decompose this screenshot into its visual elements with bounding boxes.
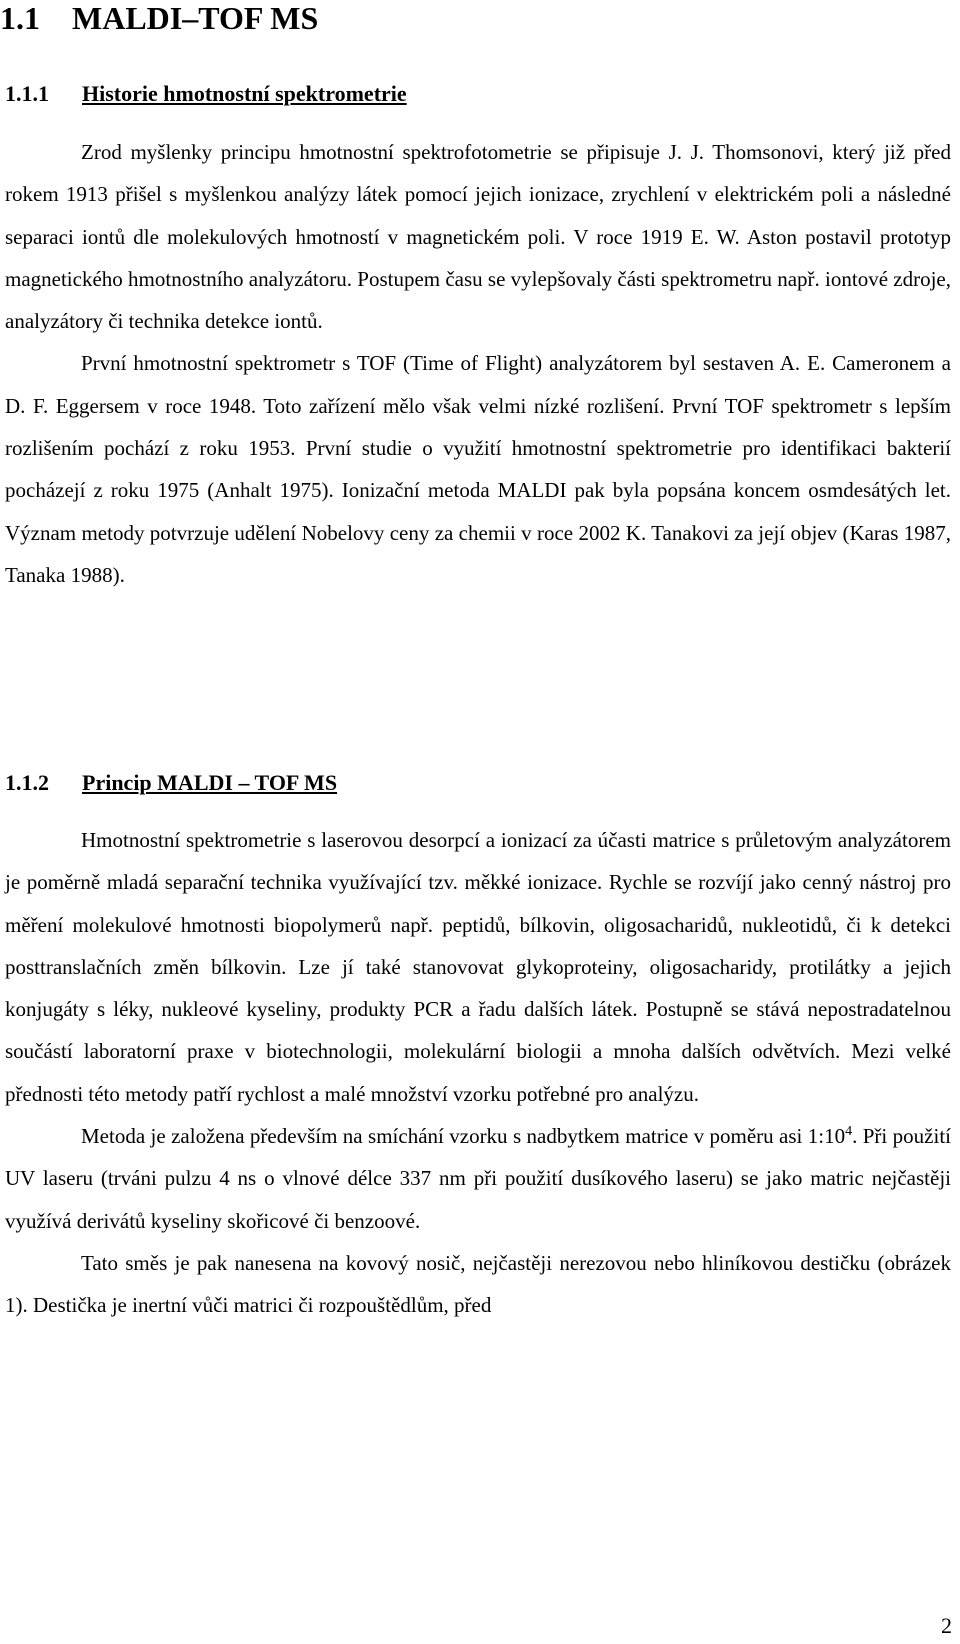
chapter-heading xyxy=(0,0,318,36)
section-title: Historie hmotnostní spektrometrie xyxy=(82,81,407,106)
paragraph: Hmotnostní spektrometrie s laserovou desorpcí a ionizací za účasti matrice s průletovým analyzátorem je poměrně mladá separační technika využívající tzv. měkké ionizace. Rychle se rozvíjí jako cenný nástroj pro měření molekulové hmotnosti biopolymerů např. peptidů, bílkovin, oligosacharidů, nukleotidů, či k detekci posttranslačních změn bílkovin. Lze jí také stanovovat glykoproteiny, oligosacharidy, protilátky a jejich konjugáty s léky, nukleové kyseliny, produkty PCR a řadu dalších látek. Postupně se stává nepostradatelnou součástí laboratorní praxe v biotechnologii, molekulární biologii a mnoha dalších odvětvích. Mezi velké přednosti této metody patří rychlost a malé množství vzorku potřebné pro analýzu. xyxy=(5,828,951,1106)
page-number: 2 xyxy=(941,1613,952,1638)
paragraph-text: . Při použití UV laseru (trváni pulzu 4 ns o vlnové délce 337 nm při použití dusíkového laseru) se jako matric nejčastěji využívá derivátů kyseliny skořicové či benzoové. xyxy=(5,1124,951,1233)
paragraph xyxy=(5,1115,951,1242)
section-body-history xyxy=(5,131,951,596)
paragraph: První hmotnostní spektrometr s TOF (Time of Flight) analyzátorem byl sestaven A. E. Cameronem a D. F. Eggersem v roce 1948. Toto zařízení mělo však velmi nízké rozlišení. První TOF spektrometr s lepším rozlišením pochází z roku 1953. První studie o využití hmotnostní spektrometrie pro identifikaci bakterií pocházejí z roku 1975 (Anhalt 1975). Ionizační metoda MALDI pak byla popsána koncem osmdesátých let. Význam metody potvrzuje udělení Nobelovy ceny za chemii v roce 2002 K. Tanakovi za její objev (Karas 1987, Tanaka 1988). xyxy=(5,351,951,587)
section-number: 1.1.1 xyxy=(5,81,49,106)
superscript: 4 xyxy=(845,1124,853,1140)
section-heading-principle xyxy=(5,769,337,797)
chapter-title: MALDI–TOF MS xyxy=(72,0,319,36)
paragraph-text: Metoda je založena především na smíchání vzorku s nadbytkem matrice v poměru asi 1:10 xyxy=(81,1124,846,1149)
paragraph: Zrod myšlenky principu hmotnostní spektrofotometrie se připisuje J. J. Thomsonovi, který již před rokem 1913 přišel s myšlenkou analýzy látek pomocí jejich ionizace, zrychlení v elektrickém poli a následné separaci iontů dle molekulových hmotností v magnetickém poli. V roce 1919 E. W. Aston postavil prototyp magnetického hmotnostního analyzátoru. Postupem času se vylepšovaly části spektrometru např. iontové zdroje, analyzátory či technika detekce iontů. xyxy=(5,140,951,334)
section-heading-history xyxy=(5,80,407,108)
section-title: Princip MALDI – TOF MS xyxy=(82,770,338,795)
section-number: 1.1.2 xyxy=(5,770,49,795)
chapter-number: 1.1 xyxy=(0,0,40,36)
paragraph: Tato směs je pak nanesena na kovový nosič, nejčastěji nerezovou nebo hliníkovou destičku (obrázek 1). Destička je inertní vůči matrici či rozpouštědlům, před xyxy=(5,1250,951,1318)
section-body-principle xyxy=(5,819,951,1327)
